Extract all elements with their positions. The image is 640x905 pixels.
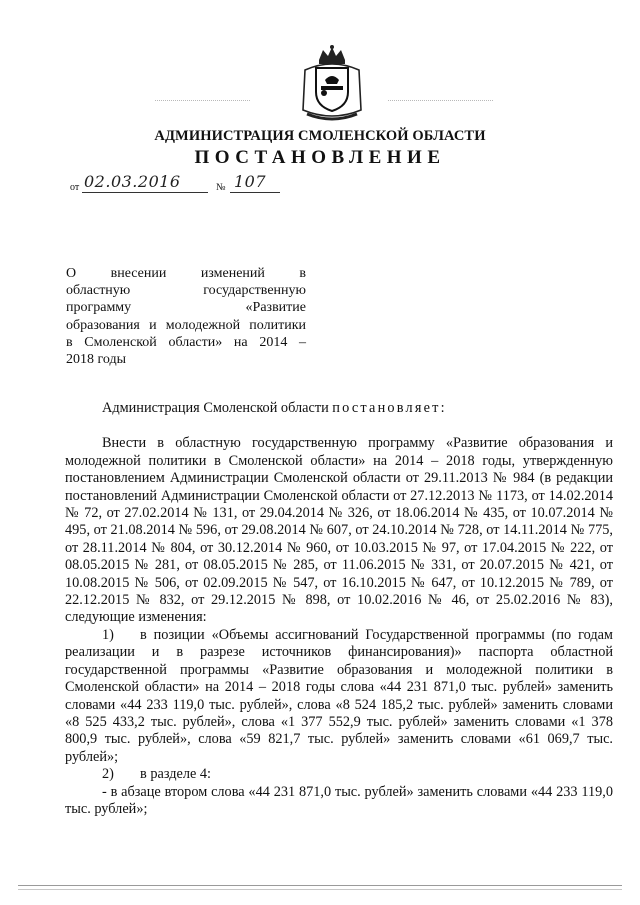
smolensk-coat-of-arms-icon [297,44,367,124]
preamble-resolves: постановляет: [332,400,447,416]
main-paragraph: Внести в областную государственную программу «Развитие образования и молодежной политики в Смоленской области» на 2014 – 2018 годы, утвержденную постановлением Администрации Смоленской области от 29.11.2013 № 984 (в редакции постановлений Администрации Смоленской области от 27.12.2013 № 1173, от 14.02.2014 № 72, от 27.02.2014 № 131, от 29.04.2014 № 326, от 18.06.2014 № 435, от 10.07.2014 № 495, от 21.08.2014 № 596, от 29.08.2014 № 607, от 24.10.2014 № 728, от 14.11.2014 № 775, от 28.11.2014 № 804, от 30.12.2014 № 960, от 10.03.2015 № 97, от 17.04.2015 № 222, от 08.05.2015 № 281, от 08.05.2015 № 285, от 11.06.2015 № 331, от 20.07.2015 № 421, от 10.08.2015 № 506, от 02.09.2015 № 547, от 16.10.2015 № 647, от 10.12.2015 № 789, от 22.12.2015 № 832, от 29.12.2015 № 898, от 10.02.2016 № 46, от 25.02.2016 № 83), следующие изменения: [65,435,613,626]
document-type-title: ПОСТАНОВЛЕНИЕ [194,147,446,168]
document-subject [66,265,306,368]
coat-of-arms-emblem [297,44,367,124]
date-value: 02.03.2016 [84,172,181,191]
item-1-text: в позиции «Объемы ассигнований Государственной программы (по годам реализации и в разрезе источников финансирования)» паспорта областной государственной программы «Развитие образования и молодежной политики в Смоленской области» на 2014 – 2018 годы слова «44 231 871,0 тыс. рублей» заменить словами «44 233 119,0 тыс. рублей», слова «8 524 185,2 тыс. рублей» заменить словами «8 525 433,2 тыс. рублей», слова «1 377 552,9 тыс. рублей» заменить словами «1 378 800,9 тыс. рублей», слова «59 821,7 тыс. рублей» заменить словами «61 069,7 тыс. рублей»; [65,626,613,765]
subject-line: образования и молодежной политики [66,317,306,333]
preamble-text: Администрация Смоленской области [102,400,333,416]
subject-line: областную государственную [66,283,306,299]
decorative-dotted-line-left [155,100,250,101]
number-prefix: № [216,182,226,193]
footer-divider-secondary [18,889,622,890]
footer-divider [18,885,622,886]
item-1-number: 1) [102,626,114,643]
item-2-paragraph [65,766,613,783]
number-underline [230,192,280,193]
item-2-text: в разделе 4: [140,766,212,783]
decorative-dotted-line-right [388,100,493,101]
organization-title: АДМИНИСТРАЦИЯ СМОЛЕНСКОЙ ОБЛАСТИ [154,128,486,144]
number-value: 107 [234,172,267,191]
date-prefix: от [70,182,80,193]
item-2-subparagraph: - в абзаце втором слова «44 231 871,0 тыс. рублей» заменить словами «44 233 119,0 тыс. рублей»; [65,783,613,817]
subject-line: программу «Развитие [66,300,306,316]
subject-line: 2018 годы [66,352,127,368]
subject-line: О внесении изменений в [66,266,306,281]
item-2-number: 2) [102,766,114,783]
document-body [65,400,613,818]
item-1-paragraph [65,627,613,766]
date-underline [82,192,208,193]
preamble-paragraph [65,400,613,417]
subject-line: в Смоленской области» на 2014 – [66,334,306,350]
